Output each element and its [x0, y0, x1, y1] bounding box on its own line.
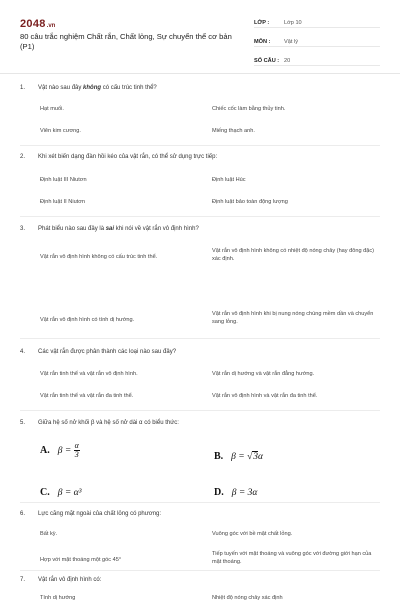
- question-divider: [20, 570, 380, 571]
- meta-row-class: [254, 14, 380, 28]
- fraction: [74, 442, 80, 459]
- option-label: D.: [214, 487, 224, 498]
- option-formula: [231, 452, 263, 462]
- question-text: Phát biểu nào sau đây là: [38, 226, 106, 232]
- question-divider: [20, 338, 380, 339]
- question-text: Vật rắn vô định hình có:: [38, 577, 102, 583]
- meta-value: Vật lý: [284, 39, 298, 45]
- question-7-option-a[interactable]: Tính dị hướng: [40, 595, 76, 600]
- question-text: khi nói về vật rắn vô định hình?: [114, 226, 199, 232]
- logo-suffix: .vn: [46, 23, 56, 29]
- question-6-option-c[interactable]: Hợp với mặt thoáng một góc 45°: [40, 557, 122, 563]
- question-3-option-d[interactable]: Vật rắn vô định hình khi bị nung nóng chúng mềm dần và chuyển sang lỏng.: [212, 311, 374, 325]
- question-3-option-b[interactable]: Vật rắn vô định hình không có nhiệt độ nóng chảy (hay đông đặc) xác định.: [212, 248, 375, 262]
- question-divider: [20, 410, 380, 411]
- formula-lhs: β =: [231, 452, 245, 462]
- question-2-option-d[interactable]: Định luật bảo toàn động lượng: [212, 199, 288, 205]
- question-6-option-b[interactable]: Vuông góc với bề mặt chất lỏng.: [212, 531, 293, 537]
- question-6-option-a[interactable]: Bất kỳ.: [40, 531, 58, 537]
- meta-label: LỚP :: [254, 20, 270, 26]
- header-divider: [0, 73, 400, 74]
- question-4-option-d[interactable]: Vật rắn vô định hình và vật rắn đa tinh thể.: [212, 393, 318, 399]
- fraction-numerator: α: [74, 441, 79, 451]
- option-label: A.: [40, 445, 50, 456]
- question-number: 1.: [20, 85, 26, 91]
- option-formula: β = α³: [57, 488, 82, 498]
- question-6-text: [20, 510, 161, 518]
- question-6-option-d[interactable]: Tiếp tuyến với mặt thoáng và vuông góc với đường giới hạn của mặt thoáng.: [212, 551, 372, 565]
- question-number: 3.: [20, 226, 26, 232]
- meta-label: MÔN :: [254, 39, 271, 45]
- quiz-title: 80 câu trắc nghiệm Chất rắn, Chất lỏng, Sự chuyển thể cơ bản (P1): [20, 32, 232, 51]
- question-1-option-b[interactable]: Chiếc cốc làm bằng thủy tinh.: [212, 106, 286, 112]
- question-4-option-c[interactable]: Vật rắn tinh thể và vật rắn đa tinh thể.: [40, 393, 134, 399]
- question-1-option-c[interactable]: Viên kim cương.: [40, 128, 81, 134]
- option-formula: β = 3α: [231, 488, 258, 498]
- question-text: Vật nào sau đây: [38, 85, 84, 91]
- question-number: 5.: [20, 420, 26, 426]
- question-divider: [20, 502, 380, 503]
- question-divider: [20, 145, 380, 146]
- question-number: 6.: [20, 511, 26, 517]
- fraction-denominator: 3: [74, 450, 79, 460]
- question-text: có cấu trúc tinh thể?: [101, 85, 157, 91]
- question-emphasis: sai: [105, 226, 115, 232]
- question-1-option-a[interactable]: Hạt muối.: [40, 106, 64, 112]
- question-1-option-d[interactable]: Miếng thạch anh.: [212, 128, 255, 134]
- logo-text: 2048: [20, 18, 46, 30]
- question-number: 2.: [20, 154, 26, 160]
- question-number: 7.: [20, 577, 26, 583]
- question-5-option-d[interactable]: [214, 482, 257, 500]
- question-5-text: [20, 419, 179, 427]
- question-text: Các vật rắn được phân thành các loại nào sau đây?: [38, 349, 177, 355]
- question-2-text: [20, 153, 217, 161]
- option-formula: [57, 441, 80, 460]
- option-label: B.: [214, 451, 224, 462]
- question-7-option-b[interactable]: Nhiệt độ nóng chảy xác định: [212, 595, 283, 600]
- formula-lhs: β =: [57, 446, 72, 456]
- question-text: Giữa hệ số nở khối β và hệ số nở dài α có biểu thức:: [38, 420, 179, 426]
- question-2-option-b[interactable]: Định luật Húc: [212, 177, 246, 183]
- question-3-text: [20, 225, 199, 233]
- question-5-option-a[interactable]: [40, 440, 80, 459]
- question-number: 4.: [20, 349, 26, 355]
- question-5-option-c[interactable]: [40, 482, 81, 500]
- question-text: Khi xét biến dạng đàn hồi kéo của vật rắn, có thể sử dụng trực tiếp:: [38, 154, 218, 160]
- option-label: C.: [40, 487, 50, 498]
- meta-label: SỐ CÂU :: [254, 58, 280, 64]
- question-2-option-a[interactable]: Định luật III Niutơn: [40, 177, 87, 183]
- question-3-option-c[interactable]: Vật rắn vô định hình có tính dị hướng.: [40, 317, 135, 323]
- question-7-text: [20, 576, 101, 584]
- meta-row-count: [254, 52, 380, 66]
- question-emphasis: không: [83, 85, 102, 91]
- sqrt-icon: √: [247, 452, 253, 462]
- question-2-option-c[interactable]: Định luật II Niutơn: [40, 199, 86, 205]
- meta-value: Lớp 10: [284, 20, 302, 26]
- question-1-text: [20, 84, 157, 92]
- formula-rest: α: [258, 452, 264, 462]
- sqrt-radicand: 3: [253, 452, 259, 462]
- site-logo[interactable]: [20, 14, 55, 32]
- question-5-option-b[interactable]: [214, 446, 263, 464]
- question-text: Lực căng mặt ngoài của chất lỏng có phương:: [38, 511, 162, 517]
- header: [0, 0, 400, 72]
- question-4-option-b[interactable]: Vật rắn dị hướng và vật rắn đẳng hướng.: [212, 371, 315, 377]
- meta-value: 20: [284, 58, 291, 64]
- question-divider: [20, 216, 380, 217]
- question-3-option-a[interactable]: Vật rắn vô định hình không có cấu trúc tinh thể.: [40, 254, 158, 260]
- quiz-meta: [254, 14, 380, 71]
- question-4-option-a[interactable]: Vật rắn tinh thể và vật rắn vô định hình.: [40, 371, 138, 377]
- meta-row-subject: [254, 33, 380, 47]
- question-4-text: [20, 348, 176, 356]
